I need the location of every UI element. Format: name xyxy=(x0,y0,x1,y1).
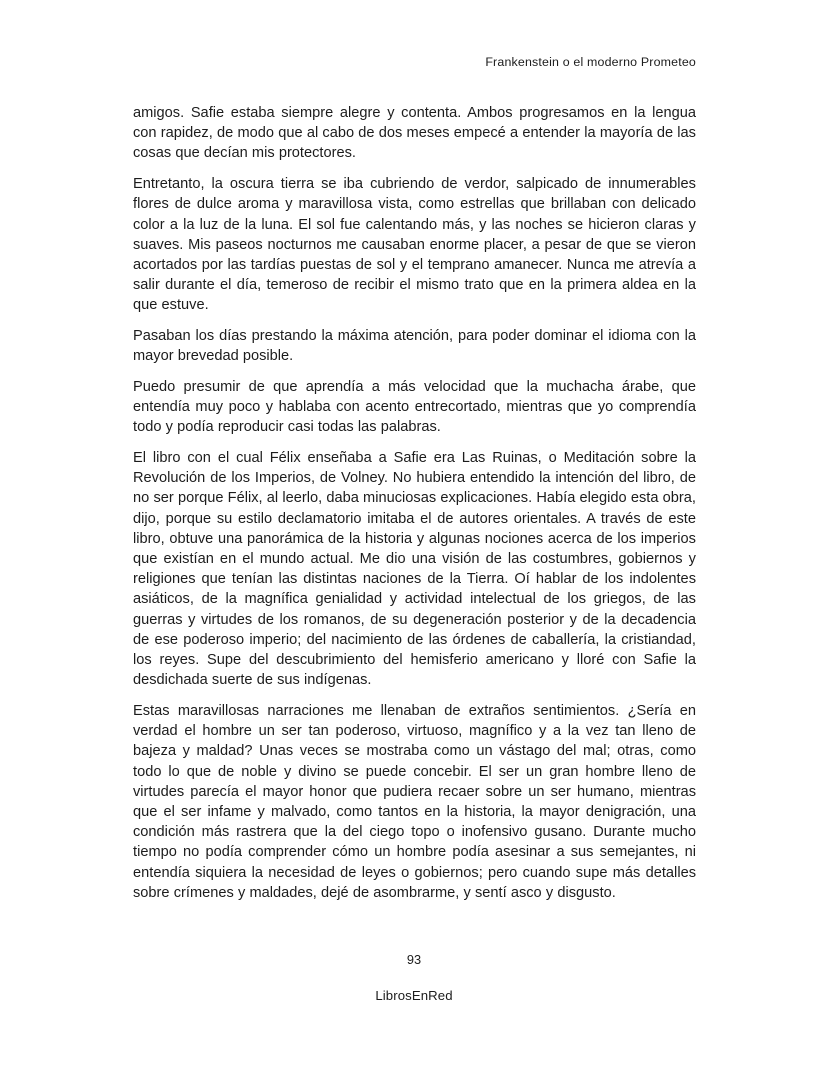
paragraph: Puedo presumir de que aprendía a más velocidad que la muchacha árabe, que entendía muy poco y hablaba con acento entrecortado, mientras que yo comprendía todo y podía reproducir casi todas las palabras. xyxy=(133,378,696,436)
paragraph: Pasaban los días prestando la máxima atención, para poder dominar el idioma con la mayor brevedad posible. xyxy=(133,328,696,365)
paragraph: Entretanto, la oscura tierra se iba cubriendo de verdor, salpicado de innumerables flores de dulce aroma y maravillosa vista, como estrellas que brillaban con delicado color a la luz de la luna. El sol fue calentando más, y las noches se hicieron claras y suaves. Mis paseos nocturnos me causaban enorme placer, a pesar de que se vieron acortados por las tardías puestas de sol y el temprano amanecer. Nunca me atrevía a salir durante el día, temeroso de recibir el mismo trato que en la primera aldea en la que estuve. xyxy=(133,176,696,314)
paragraph: El libro con el cual Félix enseñaba a Safie era Las Ruinas, o Meditación sobre la Revolución de los Imperios, de Volney. No hubiera entendido la intención del libro, de no ser porque Félix, al leerlo, daba minuciosas explicaciones. Había elegido esta obra, dijo, porque su estilo declamatorio imitaba el de autores orientales. A través de este libro, obtuve una panorámica de la historia y algunas nociones acerca de los imperios que existían en el mundo actual. Me dio una visión de las costumbres, gobiernos y religiones que tenían las distintas naciones de la Tierra. Oí hablar de los indolentes asiáticos, de la magnífica genialidad y actividad intelectual de los griegos, de las guerras y virtudes de los romanos, de su degeneración posterior y de la decadencia de ese poderoso imperio; del nacimiento de las órdenes de caballería, la cristiandad, los reyes. Supe del descubrimiento del hemisferio americano y lloré con Safie la desdichada suerte de sus indígenas. xyxy=(133,450,696,689)
page-number: 93 xyxy=(406,952,422,967)
publisher-imprint: LibrosEnRed xyxy=(375,988,453,1003)
paragraph: Estas maravillosas narraciones me llenaban de extraños sentimientos. ¿Sería en verdad el hombre un ser tan poderoso, virtuoso, magnífico y a la vez tan lleno de bajeza y maldad? Unas veces se mostraba como un vástago del mal; otras, como todo lo que de noble y divino se puede concebir. El ser un gran hombre lleno de virtudes parecía el mayor honor que pudiera recaer sobre un ser humano, mientras que el ser infame y malvado, como tantos en la historia, la mayor denigración, una condición más rastrera que la del ciego topo o inofensivo gusano. Durante mucho tiempo no podía comprender cómo un hombre podía asesinar a sus semejantes, ni entendía siquiera la necesidad de leyes o gobiernos; pero cuando supe más detalles sobre crímenes y maldades, dejé de asombrarme, y sentí asco y disgusto. xyxy=(133,702,696,901)
body-text-column xyxy=(133,103,696,903)
paragraph: amigos. Safie estaba siempre alegre y contenta. Ambos progresamos en la lengua con rapidez, de modo que al cabo de dos meses empecé a entender la mayoría de las cosas que decían mis protectores. xyxy=(133,105,696,162)
page-footer xyxy=(0,952,828,1004)
running-head: Frankenstein o el moderno Prometeo xyxy=(485,55,696,69)
